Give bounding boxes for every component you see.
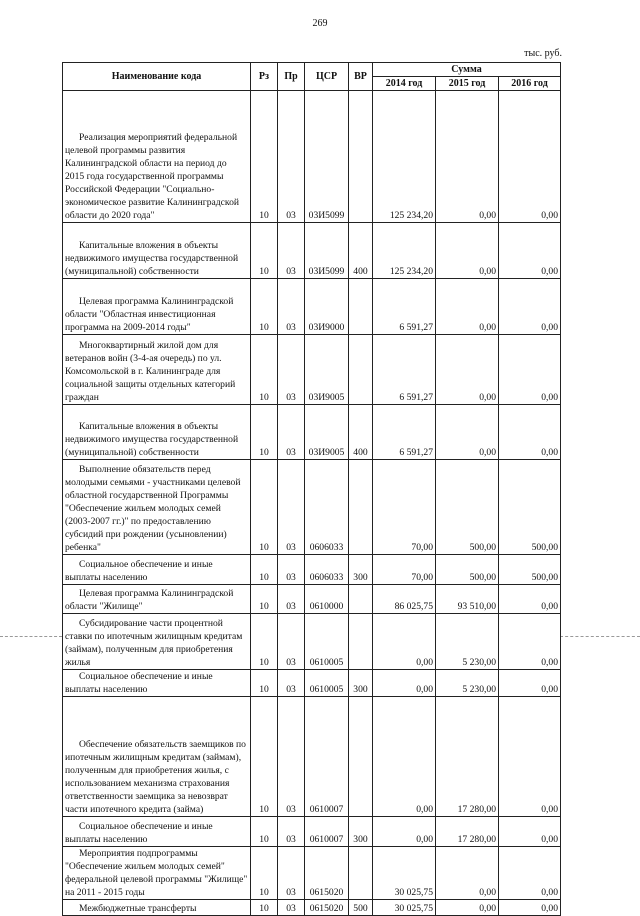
table-cell-csr: 03И5099 <box>305 223 349 279</box>
table-row <box>63 900 561 916</box>
header-year-2016: 2016 год <box>499 77 561 91</box>
row-label: Социальное обеспечение и иные выплаты населению <box>65 671 213 695</box>
table-cell-2015: 17 280,00 <box>436 697 499 817</box>
table-cell-pr: 03 <box>278 670 305 697</box>
table-cell-vr <box>349 460 373 555</box>
fold-line-right <box>560 636 640 637</box>
page-number: 269 <box>312 18 328 29</box>
table-cell-2014: 70,00 <box>373 460 436 555</box>
table-cell-vr <box>349 585 373 614</box>
table-cell-rz: 10 <box>251 585 278 614</box>
table-cell-2014: 0,00 <box>373 614 436 670</box>
table-row <box>63 555 561 585</box>
table-cell-2014: 6 591,27 <box>373 279 436 335</box>
table-cell-name <box>63 900 251 916</box>
table-cell-2015: 0,00 <box>436 335 499 405</box>
table-row <box>63 670 561 697</box>
table-cell-2016: 0,00 <box>499 335 561 405</box>
table-cell-pr: 03 <box>278 91 305 223</box>
header-pr: Пр <box>278 63 305 91</box>
table-cell-vr: 300 <box>349 555 373 585</box>
table-cell-pr: 03 <box>278 614 305 670</box>
header-sum: Сумма <box>373 63 561 77</box>
table-cell-2016: 0,00 <box>499 670 561 697</box>
table-row <box>63 460 561 555</box>
row-label: Мероприятия подпрограммы "Обеспечение жильем молодых семей" федеральной целевой программы "Жилище" на 2011 - 2015 годы <box>65 848 248 898</box>
row-label: Капитальные вложения в объекты недвижимого имущества государственной (муниципальной) собственности <box>65 421 239 458</box>
table-cell-2015: 0,00 <box>436 223 499 279</box>
row-label: Субсидирование части процентной ставки по ипотечным жилищным кредитам (займам), полученным для приобретения жилья <box>65 618 243 668</box>
table-cell-name <box>63 223 251 279</box>
table-cell-name <box>63 279 251 335</box>
table-cell-pr: 03 <box>278 697 305 817</box>
table-cell-2015: 5 230,00 <box>436 614 499 670</box>
table-cell-csr: 0606033 <box>305 555 349 585</box>
table-row <box>63 585 561 614</box>
table-cell-csr: 0610007 <box>305 697 349 817</box>
row-label: Социальное обеспечение и иные выплаты населению <box>65 821 213 845</box>
table-cell-2016: 0,00 <box>499 614 561 670</box>
table-cell-2014: 125 234,20 <box>373 223 436 279</box>
table-cell-2014: 6 591,27 <box>373 405 436 460</box>
row-label: Выполнение обязательств перед молодыми семьями - участниками целевой областной государственной Программы "Обеспечение жильем молодых семей (2003-2007 гг.)" по предоставлению субсидий при рождении (усыновлении) ребенка" <box>65 464 241 553</box>
table-cell-2014: 30 025,75 <box>373 900 436 916</box>
table-cell-2016: 0,00 <box>499 697 561 817</box>
row-label: Капитальные вложения в объекты недвижимого имущества государственной (муниципальной) собственности <box>65 240 239 277</box>
row-label: Обеспечение обязательств заемщиков по ипотечным жилищным кредитам (займам), полученным для приобретения жилья, с использованием механизма страхования ответственности заемщика за невозврат части ипотечного кредита (займа) <box>65 739 246 815</box>
units-label: тыс. руб. <box>524 48 562 59</box>
table-cell-pr: 03 <box>278 405 305 460</box>
table-cell-2015: 500,00 <box>436 460 499 555</box>
table-row <box>63 223 561 279</box>
table-cell-csr: 0610005 <box>305 614 349 670</box>
table-cell-pr: 03 <box>278 460 305 555</box>
table-cell-name <box>63 335 251 405</box>
row-label: Многоквартирный жилой дом для ветеранов войн (3-4-ая очередь) по ул. Комсомольской в г. Калининграде для социальной защиты отдельных категорий граждан <box>65 340 236 403</box>
table-cell-pr: 03 <box>278 817 305 847</box>
table-cell-name <box>63 91 251 223</box>
table-cell-csr: 03И9005 <box>305 405 349 460</box>
table-cell-rz: 10 <box>251 614 278 670</box>
table-cell-2016: 500,00 <box>499 460 561 555</box>
table-cell-2016: 0,00 <box>499 279 561 335</box>
table-cell-name <box>63 670 251 697</box>
table-row <box>63 91 561 223</box>
table-cell-2015: 500,00 <box>436 555 499 585</box>
table-cell-name <box>63 460 251 555</box>
table-row <box>63 335 561 405</box>
table-cell-2016: 0,00 <box>499 223 561 279</box>
fold-line-left <box>0 636 62 637</box>
table-cell-name <box>63 585 251 614</box>
budget-table <box>62 62 561 916</box>
table-cell-2016: 0,00 <box>499 405 561 460</box>
header-csr: ЦСР <box>305 63 349 91</box>
table-cell-pr: 03 <box>278 223 305 279</box>
table-cell-2016: 0,00 <box>499 847 561 900</box>
table-cell-rz: 10 <box>251 279 278 335</box>
table-cell-vr: 300 <box>349 817 373 847</box>
table-cell-csr: 0615020 <box>305 847 349 900</box>
table-row <box>63 405 561 460</box>
table-cell-2015: 0,00 <box>436 279 499 335</box>
table-row <box>63 614 561 670</box>
table-cell-csr: 0610000 <box>305 585 349 614</box>
table-cell-vr <box>349 335 373 405</box>
table-cell-csr: 03И9000 <box>305 279 349 335</box>
table-cell-2016: 0,00 <box>499 900 561 916</box>
table-row <box>63 847 561 900</box>
table-cell-vr <box>349 279 373 335</box>
table-cell-vr <box>349 91 373 223</box>
header-vr: ВР <box>349 63 373 91</box>
table-cell-rz: 10 <box>251 900 278 916</box>
table-cell-2014: 86 025,75 <box>373 585 436 614</box>
table-cell-2015: 0,00 <box>436 405 499 460</box>
table-body <box>63 91 561 916</box>
table-cell-2014: 6 591,27 <box>373 335 436 405</box>
table-cell-csr: 0606033 <box>305 460 349 555</box>
table-cell-csr: 0610007 <box>305 817 349 847</box>
table-cell-vr <box>349 614 373 670</box>
table-cell-2016: 0,00 <box>499 585 561 614</box>
table-cell-vr: 300 <box>349 670 373 697</box>
row-label: Целевая программа Калининградской области "Жилище" <box>65 588 234 612</box>
table-cell-rz: 10 <box>251 697 278 817</box>
table-cell-name <box>63 847 251 900</box>
table-cell-2014: 0,00 <box>373 697 436 817</box>
row-label: Межбюджетные трансферты <box>79 903 197 914</box>
table-cell-rz: 10 <box>251 555 278 585</box>
table-cell-2014: 0,00 <box>373 817 436 847</box>
table-cell-rz: 10 <box>251 405 278 460</box>
table-cell-rz: 10 <box>251 847 278 900</box>
table-cell-pr: 03 <box>278 335 305 405</box>
header-row-top <box>63 63 561 77</box>
table-cell-pr: 03 <box>278 555 305 585</box>
table-cell-2015: 93 510,00 <box>436 585 499 614</box>
table-cell-2016: 500,00 <box>499 555 561 585</box>
table-cell-rz: 10 <box>251 223 278 279</box>
table-row <box>63 279 561 335</box>
table-cell-2015: 0,00 <box>436 847 499 900</box>
table-cell-rz: 10 <box>251 335 278 405</box>
header-name: Наименование кода <box>63 63 251 91</box>
table-cell-rz: 10 <box>251 817 278 847</box>
table-cell-csr: 03И9005 <box>305 335 349 405</box>
table-cell-2014: 125 234,20 <box>373 91 436 223</box>
table-row <box>63 697 561 817</box>
table-cell-name <box>63 405 251 460</box>
table-cell-rz: 10 <box>251 670 278 697</box>
table-cell-2015: 0,00 <box>436 91 499 223</box>
table-cell-vr: 400 <box>349 223 373 279</box>
table-cell-2016: 0,00 <box>499 817 561 847</box>
header-year-2014: 2014 год <box>373 77 436 91</box>
table-cell-2016: 0,00 <box>499 91 561 223</box>
row-label: Реализация мероприятий федеральной целевой программы развития Калининградской области на период до 2015 года государственной программы Российской Федерации "Социально-экономическое развитие Калининградской области до 2020 года" <box>65 132 240 221</box>
table-cell-name <box>63 614 251 670</box>
table-cell-vr <box>349 847 373 900</box>
table-cell-rz: 10 <box>251 91 278 223</box>
row-label: Социальное обеспечение и иные выплаты населению <box>65 559 213 583</box>
table-row <box>63 817 561 847</box>
table-cell-csr: 03И5099 <box>305 91 349 223</box>
table-cell-name <box>63 697 251 817</box>
table-cell-2014: 30 025,75 <box>373 847 436 900</box>
table-cell-csr: 0610005 <box>305 670 349 697</box>
table-cell-pr: 03 <box>278 900 305 916</box>
table-cell-pr: 03 <box>278 847 305 900</box>
table-cell-name <box>63 817 251 847</box>
table-cell-name <box>63 555 251 585</box>
header-rz: Рз <box>251 63 278 91</box>
table-cell-2014: 70,00 <box>373 555 436 585</box>
row-label: Целевая программа Калининградской области "Областная инвестиционная программа на 2009-2014 годы" <box>65 296 234 333</box>
table-cell-2015: 0,00 <box>436 900 499 916</box>
table-cell-2015: 5 230,00 <box>436 670 499 697</box>
table-cell-pr: 03 <box>278 279 305 335</box>
table-cell-2014: 0,00 <box>373 670 436 697</box>
table-cell-pr: 03 <box>278 585 305 614</box>
header-year-2015: 2015 год <box>436 77 499 91</box>
table-cell-csr: 0615020 <box>305 900 349 916</box>
table-cell-vr <box>349 697 373 817</box>
table-cell-vr: 500 <box>349 900 373 916</box>
table-cell-2015: 17 280,00 <box>436 817 499 847</box>
table-cell-rz: 10 <box>251 460 278 555</box>
table-cell-vr: 400 <box>349 405 373 460</box>
